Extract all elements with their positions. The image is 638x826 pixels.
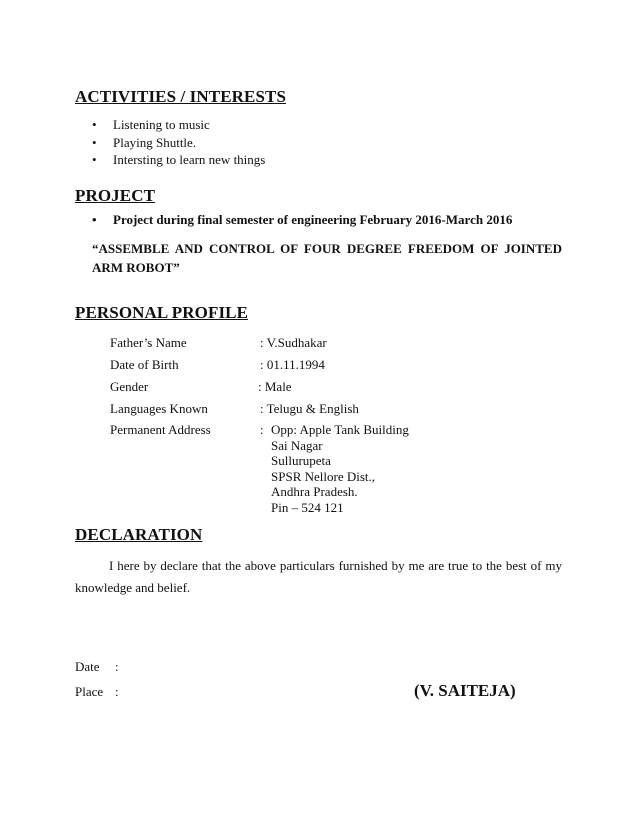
bullet-icon: •: [92, 134, 97, 150]
bullet-icon: •: [92, 212, 97, 227]
address-line: Pin – 524 121: [271, 499, 344, 515]
activities-list: [92, 116, 265, 169]
profile-label: Languages Known: [110, 401, 208, 416]
profile-label: Permanent Address: [110, 422, 211, 437]
declaration-text: I here by declare that the above particulars furnished by me are true to the best of my knowledge and belief.: [75, 558, 562, 595]
project-description: Project during final semester of engineering February 2016-March 2016: [113, 212, 513, 227]
project-item: [92, 212, 512, 228]
profile-value: : Telugu & English: [260, 401, 359, 416]
address-line: Opp: Apple Tank Building: [271, 422, 409, 437]
declaration-heading: DECLARATION: [75, 525, 203, 544]
signature-name: (V. SAITEJA): [414, 681, 516, 700]
place-colon: :: [115, 684, 119, 699]
personal-profile-heading: PERSONAL PROFILE: [75, 303, 249, 322]
project-heading: PROJECT: [75, 186, 156, 205]
profile-value: : 01.11.1994: [260, 357, 325, 372]
address-line: Andhra Pradesh.: [271, 484, 358, 499]
address-colon: :: [260, 422, 264, 437]
list-item: • Playing Shuttle.: [92, 134, 197, 150]
address-line: SPSR Nellore Dist.,: [271, 468, 376, 484]
address-line: Sai Nagar: [271, 437, 323, 453]
list-item: • Listening to music: [92, 117, 210, 132]
place-label: Place: [75, 684, 104, 699]
bullet-icon: •: [92, 152, 97, 167]
date-colon: :: [115, 659, 119, 674]
address-lines: [271, 422, 409, 515]
address-line: Sullurupeta: [271, 453, 331, 468]
profile-label: Date of Birth: [110, 357, 179, 372]
profile-value: : V.Sudhakar: [260, 335, 327, 350]
profile-label: Father’s Name: [110, 335, 187, 350]
list-item: • Intersting to learn new things: [92, 152, 266, 167]
project-title: “ASSEMBLE AND CONTROL OF FOUR DEGREE FREEDOM OF JOINTED ARM ROBOT”: [92, 241, 562, 275]
activities-heading: ACTIVITIES / INTERESTS: [75, 87, 287, 106]
profile-label: Gender: [110, 379, 149, 394]
date-label: Date: [75, 659, 100, 674]
bullet-icon: •: [92, 117, 97, 132]
profile-value: : Male: [258, 379, 292, 394]
